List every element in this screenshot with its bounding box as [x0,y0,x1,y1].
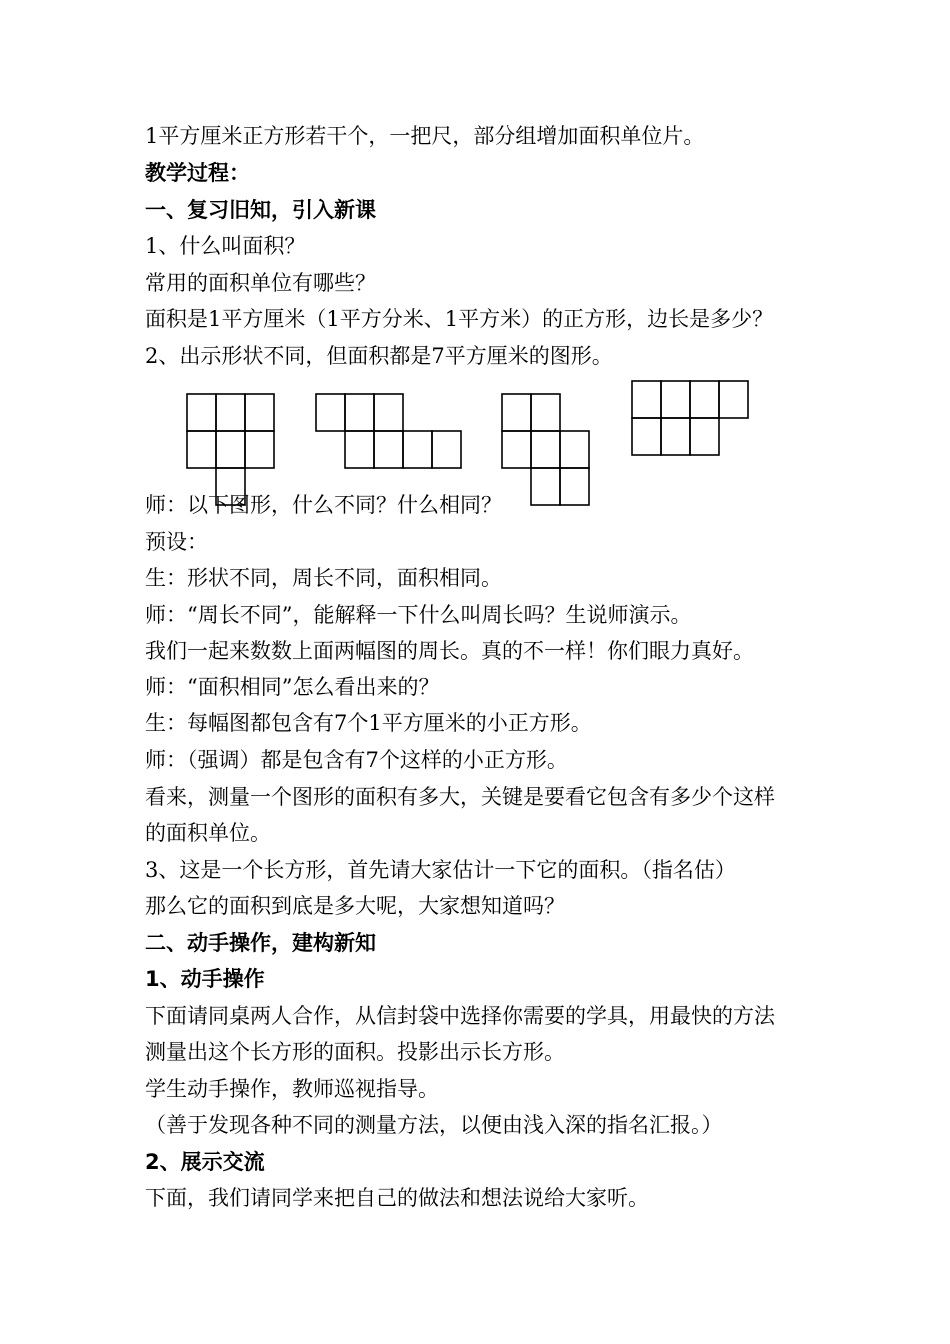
paragraph: 师：“周长不同”，能解释一下什么叫周长吗？生说师演示。 [145,603,692,627]
shape-4 [632,381,748,455]
paragraph: 生：形状不同，周长不同，面积相同。 [145,566,502,590]
area-figures [0,0,950,520]
materials-text: 1平方厘米正方形若干个，一把尺，部分组增加面积单位片。 [145,124,705,148]
paragraph: 常用的面积单位有哪些？ [145,271,376,295]
paragraph: 1、什么叫面积？ [145,234,306,258]
shape-1 [187,394,274,505]
paragraph: 师：“面积相同”怎么看出来的？ [145,675,440,699]
paragraph: 我们一起来数数上面两幅图的周长。真的不一样！你们眼力真好。 [145,639,754,663]
paragraph: 的面积单位。 [145,821,271,845]
shape-3 [502,394,589,505]
paragraph: 生：每幅图都包含有7个1平方厘米的小正方形。 [145,711,592,735]
paragraph: 面积是1平方厘米（1平方分米、1平方米）的正方形，边长是多少？ [145,307,774,331]
paragraph: 师：（强调）都是包含有7个这样的小正方形。 [145,748,568,772]
paragraph: 学生动手操作，教师巡视指导。 [145,1077,439,1101]
paragraph: 预设： [145,530,208,554]
heading-teaching-process: 教学过程： [145,161,250,185]
paragraph: 下面请同桌两人合作，从信封袋中选择你需要的学具，用最快的方法 [145,1004,775,1028]
paragraph: 师：以下图形，什么不同？什么相同？ [145,493,502,517]
shape-2 [316,394,461,468]
paragraph: 2、出示形状不同，但面积都是7平方厘米的图形。 [145,344,613,368]
paragraph: （善于发现各种不同的测量方法，以便由浅入深的指名汇报。） [145,1113,723,1137]
section-heading-1: 一、复习旧知，引入新课 [145,198,376,222]
paragraph: 那么它的面积到底是多大呢，大家想知道吗？ [145,894,565,918]
paragraph: 3、这是一个长方形，首先请大家估计一下它的面积。（指名估） [145,858,736,882]
subheading: 2、展示交流 [145,1150,265,1174]
subheading: 1、动手操作 [145,967,265,991]
paragraph: 看来，测量一个图形的面积有多大，关键是要看它包含有多少个这样 [145,785,775,809]
section-heading-2: 二、动手操作，建构新知 [145,931,376,955]
paragraph: 下面，我们请同学来把自己的做法和想法说给大家听。 [145,1186,649,1210]
paragraph: 测量出这个长方形的面积。投影出示长方形。 [145,1040,565,1064]
